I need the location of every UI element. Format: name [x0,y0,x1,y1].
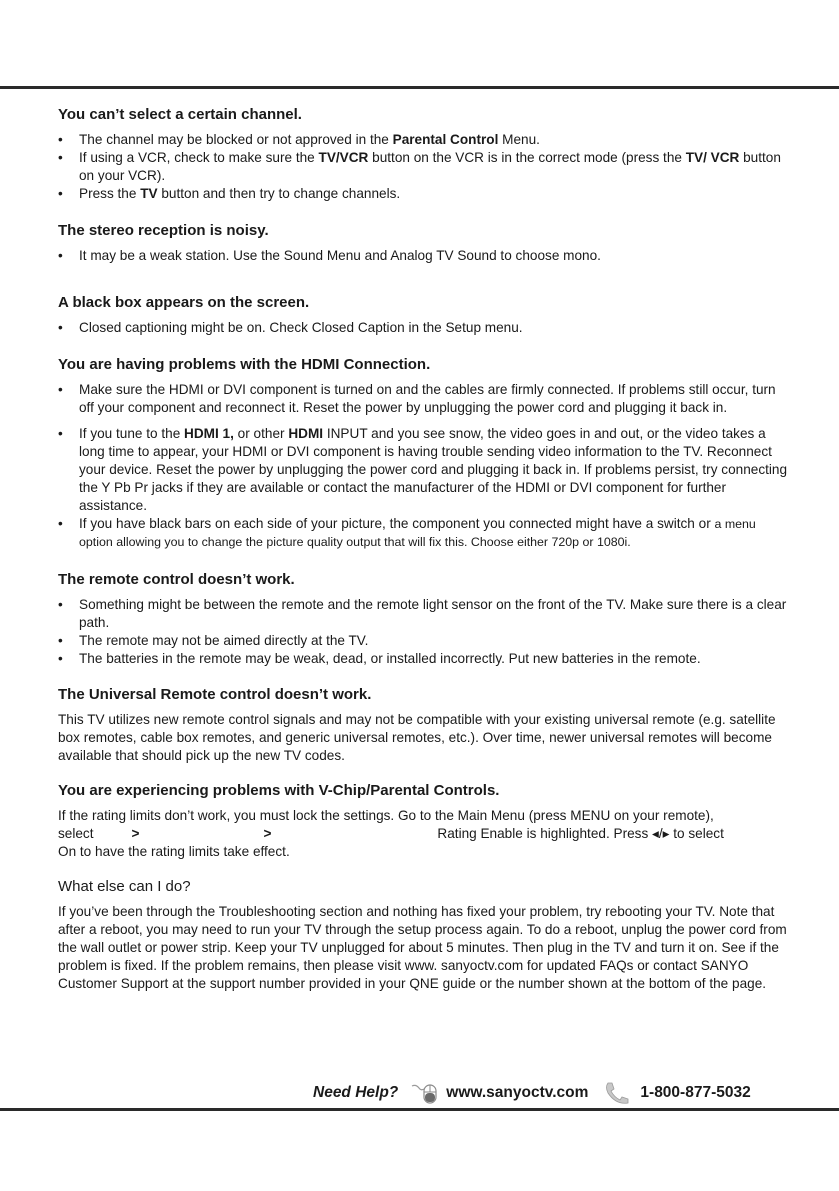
section-heading: The Universal Remote control doesn’t work. [58,686,372,703]
mouse-icon [410,1082,440,1104]
list-item: • Press the TV button and then try to change channels. [58,185,788,203]
bullet-list [58,247,788,265]
section-stereo [58,221,788,265]
section-paragraph: If the rating limits don’t work, you must lock the settings. Go to the Main Menu (press MENU on your remote), select > > Rating Enable is highlighted. Press ◂/▸ to select On to have the rating limits take effect. [58,808,724,859]
section-paragraph: This TV utilizes new remote control signals and may not be compatible with your existing universal remote (e.g. satellite box remotes, cable box remotes, and generic universal remotes, etc.). Over time, newer universal remotes will become available that should pick up the new TV codes. [58,712,776,763]
website-link[interactable]: www.sanyoctv.com [446,1084,589,1101]
section-paragraph: If you’ve been through the Troubleshooting section and nothing has fixed your problem, try rebooting your TV. Note that after a reboot, you may need to run your TV through the setup process again. To do a reboot, unplug the power cord from the wall outlet or power strip. Keep your TV unplugged for about 5 minutes. Then plug in the TV and turn it on. See if the problem is fixed. If the problem remains, then please visit www. sanyoctv.com for updated FAQs or contact SANYO Customer Support at the support number provided in your QNE guide or the number shown at the bottom of the page. [58,904,787,991]
section-what-else [58,877,788,993]
section-heading: The stereo reception is noisy. [58,222,269,239]
section-universal-remote [58,685,788,765]
section-heading: You are having problems with the HDMI Connection. [58,356,431,373]
section-black-box [58,293,788,337]
list-item: • It may be a weak station. Use the Sound Menu and Analog TV Sound to choose mono. [58,247,788,265]
bullet-list [58,131,788,203]
troubleshooting-content [58,105,788,993]
section-heading: You are experiencing problems with V-Chip/Parental Controls. [58,782,500,799]
bullet-list [58,596,788,668]
list-item: • The batteries in the remote may be weak, dead, or installed incorrectly. Put new batteries in the remote. [58,650,788,668]
list-item: • If you have black bars on each side of your picture, the component you connected might have a switch or a menu option allowing you to change the picture quality output that will fix this. Choose either 720p or 1080i. [58,515,788,551]
list-item: • Make sure the HDMI or DVI component is turned on and the cables are firmly connected. If problems still occur, turn off your component and reconnect it. Reset the power by unplugging the power cord and plugging it back in. [58,381,788,417]
section-remote [58,570,788,668]
list-item: • The remote may not be aimed directly at the TV. [58,632,788,650]
bottom-divider [0,1108,839,1111]
section-heading: A black box appears on the screen. [58,294,310,311]
phone-number: 1-800-877-5032 [640,1084,751,1101]
phone-icon [602,1081,632,1105]
list-item: • If using a VCR, check to make sure the TV/VCR button on the VCR is in the correct mode (press the TV/ VCR button on your VCR). [58,149,788,185]
section-heading: What else can I do? [58,878,191,895]
need-help-label: Need Help? [313,1084,399,1101]
top-divider [0,86,839,89]
help-footer [313,1082,751,1104]
list-item: • The channel may be blocked or not approved in the Parental Control Menu. [58,131,788,149]
list-item: • If you tune to the HDMI 1, or other HDMI INPUT and you see snow, the video goes in and out, or the video takes a long time to appear, your HDMI or DVI component is having trouble sending video information to the TV. Reconnect your device. Reset the power by unplugging the power cord and plugging it back in. If problems persist, try connecting the Y Pb Pr jacks if they are available or contact the manufacturer of the HDMI or DVI component for further assistance. [58,425,788,515]
section-channel [58,105,788,203]
bullet-list [58,381,788,551]
list-item: • Closed captioning might be on. Check Closed Caption in the Setup menu. [58,319,788,337]
section-heading: The remote control doesn’t work. [58,571,295,588]
section-heading: You can’t select a certain channel. [58,106,302,123]
list-item: • Something might be between the remote and the remote light sensor on the front of the TV. Make sure there is a clear path. [58,596,788,632]
section-hdmi [58,355,788,551]
bullet-list [58,319,788,337]
section-vchip [58,781,788,861]
